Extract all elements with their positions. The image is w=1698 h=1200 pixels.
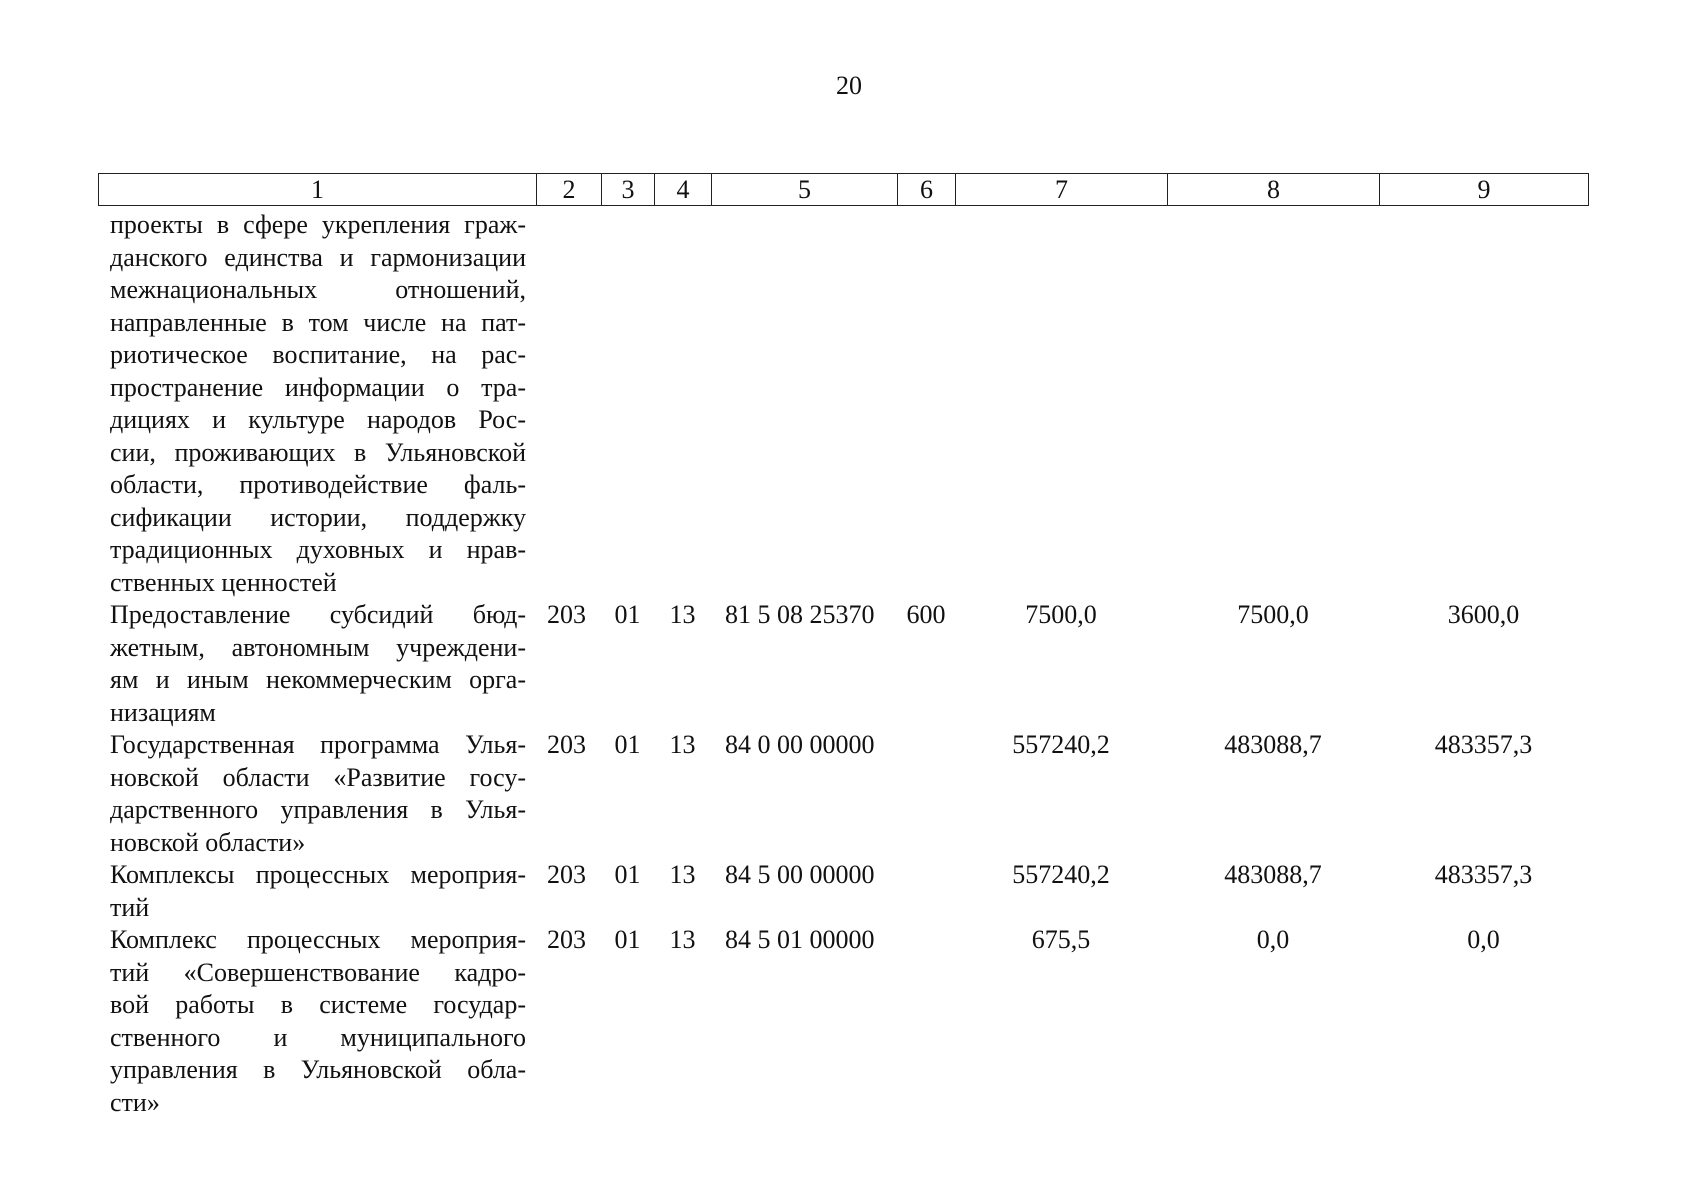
- cell-section-code: [536, 209, 601, 599]
- cell-amount-9: 0,0: [1467, 925, 1500, 954]
- description-line: данского единства и гармонизации: [110, 242, 526, 272]
- cell-section-code: 203: [547, 730, 586, 759]
- table-row: [98, 729, 1588, 859]
- cell-amount-8: [1167, 209, 1379, 599]
- description-line: Государственная программа Улья-: [110, 730, 526, 759]
- cell-subsection-code: 01: [614, 730, 641, 759]
- cell-amount-9: 483357,3: [1434, 730, 1533, 759]
- cell-item-code: [654, 209, 711, 599]
- description-line: жетным, автономным учреждени-: [110, 632, 526, 662]
- description-line: риотическое воспитание, на рас-: [110, 340, 526, 369]
- cell-amount-7: 557240,2: [1012, 730, 1110, 759]
- cell-subsection-code: 01: [614, 925, 641, 954]
- cell-target-code: 84 5 01 00000: [725, 925, 875, 954]
- column-header-1: 1: [99, 174, 537, 206]
- cell-item-code: 13: [669, 730, 696, 759]
- cell-amount-8: 483088,7: [1224, 860, 1322, 889]
- cell-expense-type: [897, 209, 955, 599]
- description-line: тий «Совершенствование кадро-: [110, 957, 526, 987]
- description-line: дарственного управления в Улья-: [110, 795, 526, 824]
- description-line: новской области «Развитие госу-: [110, 762, 526, 792]
- budget-table: [98, 209, 1588, 1119]
- description-line: сти»: [110, 1087, 160, 1117]
- description-line: Комплексы процессных мероприя-: [110, 860, 526, 889]
- cell-expense-type: [897, 924, 955, 1119]
- column-header-row: [98, 173, 1589, 206]
- cell-target-code: 84 0 00 00000: [725, 730, 875, 759]
- page-number: 20: [836, 71, 862, 100]
- cell-item-code: 13: [669, 860, 696, 889]
- cell-section-code: 203: [547, 925, 586, 954]
- column-header-2: 2: [537, 174, 602, 206]
- cell-section-code: 203: [547, 600, 586, 629]
- description-line: сии, проживающих в Ульяновской: [110, 437, 526, 467]
- description-line: ям и иным некоммерческим орга-: [110, 665, 526, 694]
- cell-amount-7: 557240,2: [1012, 860, 1110, 889]
- cell-amount-9: [1379, 209, 1588, 599]
- cell-amount-9: 483357,3: [1434, 860, 1533, 889]
- column-header-5: 5: [712, 174, 898, 206]
- cell-target-code: [711, 209, 897, 599]
- row-description: [98, 924, 536, 1119]
- column-header-4: 4: [655, 174, 712, 206]
- description-line: традиционных духовных и нрав-: [110, 535, 526, 564]
- cell-expense-type: [897, 729, 955, 859]
- cell-expense-type: 600: [906, 600, 946, 629]
- row-description: [98, 859, 536, 924]
- description-line: дициях и культуре народов Рос-: [110, 405, 526, 434]
- cell-amount-7: [955, 209, 1167, 599]
- cell-item-code: 13: [669, 925, 696, 954]
- cell-subsection-code: 01: [614, 860, 641, 889]
- table-row: [98, 859, 1588, 924]
- description-line: ственных ценностей: [110, 567, 337, 597]
- description-line: управления в Ульяновской обла-: [110, 1055, 526, 1084]
- cell-amount-7: 675,5: [1031, 925, 1091, 954]
- description-line: Комплекс процессных мероприя-: [110, 925, 526, 954]
- description-line: сификации истории, поддержку: [110, 502, 526, 532]
- cell-amount-8: 483088,7: [1224, 730, 1322, 759]
- cell-section-code: 203: [547, 860, 586, 889]
- table-row: [98, 209, 1588, 599]
- description-line: тий: [110, 892, 150, 922]
- cell-amount-9: 3600,0: [1447, 600, 1520, 629]
- description-line: проекты в сфере укрепления граж-: [110, 210, 526, 239]
- description-line: Предоставление субсидий бюд-: [110, 600, 526, 629]
- description-line: области, противодействие фаль-: [110, 470, 526, 499]
- row-description: [98, 599, 536, 729]
- row-description: [98, 209, 536, 599]
- column-header-8: 8: [1168, 174, 1380, 206]
- cell-amount-8: 0,0: [1256, 925, 1290, 954]
- column-header-3: 3: [602, 174, 655, 206]
- column-header-6: 6: [898, 174, 956, 206]
- cell-target-code: 81 5 08 25370: [725, 600, 875, 629]
- cell-expense-type: [897, 859, 955, 924]
- cell-target-code: 84 5 00 00000: [725, 860, 875, 889]
- description-line: межнациональных отношений,: [110, 275, 526, 304]
- cell-amount-8: 7500,0: [1237, 600, 1309, 629]
- description-line: направленные в том числе на пат-: [110, 307, 526, 337]
- cell-item-code: 13: [669, 600, 696, 629]
- column-header-9: 9: [1380, 174, 1589, 206]
- table-row: [98, 924, 1588, 1119]
- table-row: [98, 599, 1588, 729]
- description-line: вой работы в системе государ-: [110, 990, 526, 1019]
- description-line: ственного и муниципального: [110, 1022, 526, 1052]
- description-line: новской области»: [110, 827, 306, 857]
- cell-subsection-code: [601, 209, 654, 599]
- cell-subsection-code: 01: [614, 600, 641, 629]
- row-description: [98, 729, 536, 859]
- description-line: пространение информации о тра-: [110, 372, 526, 402]
- cell-amount-7: 7500,0: [1025, 600, 1097, 629]
- column-header-7: 7: [956, 174, 1168, 206]
- description-line: низациям: [110, 697, 216, 727]
